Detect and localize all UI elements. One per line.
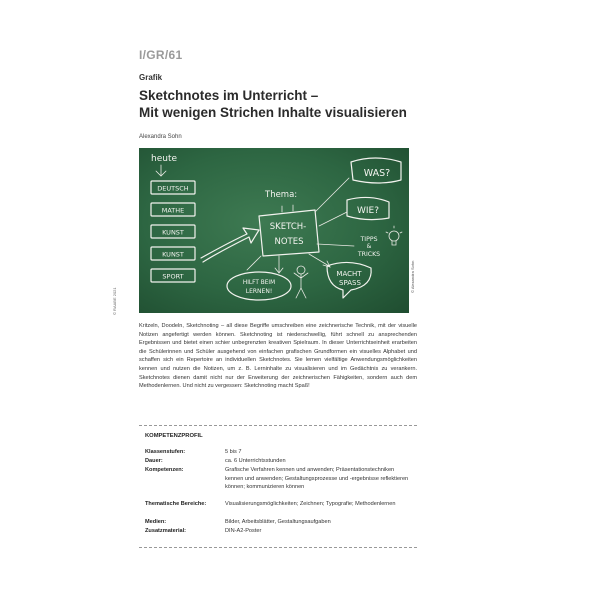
- intro-paragraph: Kritzeln, Doodeln, Sketchnoting – all diese Begriffe umschreiben eine zeichnerische Technik, mit der visuelle Notizen angefertigt werden können. Sketchnoting ist niederschwellig, führt schnell zu ansprechenden Ergebnissen und bietet einen schier unbegrenzten kreativen Spielraum. In dieser Unterrichtseinheit erarbeiten die Schülerinnen und Schüler ausgehend von einfachen grafischen Grundformen ein visuelles Alphabet und schaffen sich ein Repertoire an individuellen Sketchnotes. Sie lernen vielfältige Anwendungsmöglichkeiten kennen und nutzen die Notizen, um z. B. Lerninhalte zu visualisieren und im Gedächtnis zu verankern. Sketchnotes dienen damit nicht nur der Erweiterung der zeichnerischen Fähigkeiten, sondern auch dem Methodenlernen. Und nicht zu vergessen: Sketchnoting macht Spaß!: [139, 323, 417, 390]
- copyright-note: © RAABE 2021: [112, 287, 117, 315]
- arrow-down-icon: [275, 256, 283, 273]
- big-arrow-icon: [201, 228, 259, 262]
- subject-label: Grafik: [139, 73, 163, 82]
- svg-text:MACHT: MACHT: [336, 270, 362, 278]
- svg-text:KUNST: KUNST: [162, 228, 184, 237]
- subject-box-1: [151, 181, 195, 194]
- profile-row-label: Zusatzmaterial:: [145, 528, 187, 534]
- tipps-tricks-note: [357, 236, 380, 258]
- profile-row-label: Thematische Bereiche:: [145, 501, 207, 507]
- subject-box-5: [151, 269, 195, 282]
- profile-row-label: Medien:: [145, 519, 167, 525]
- document-code: I/GR/61: [139, 48, 183, 62]
- profile-title: KOMPETENZPROFIL: [145, 433, 203, 439]
- profile-bottom-divider: [139, 547, 417, 548]
- author-name: Alexandra Sohn: [139, 134, 182, 140]
- svg-text:KUNST: KUNST: [162, 250, 184, 259]
- sketchnotes-box: [259, 205, 319, 256]
- svg-text:LERNEN!: LERNEN!: [245, 288, 273, 295]
- svg-text:TIPPS: TIPPS: [360, 236, 378, 243]
- chalkboard-drawing: [139, 148, 409, 313]
- svg-text:SKETCH-: SKETCH-: [269, 222, 307, 232]
- svg-text:NOTES: NOTES: [274, 237, 304, 247]
- svg-text:HILFT BEIM: HILFT BEIM: [242, 280, 276, 286]
- profile-row-label: Kompetenzen:: [145, 467, 184, 473]
- profile-row-label: Klassenstufen:: [145, 449, 186, 455]
- chalkboard-image: [139, 148, 409, 313]
- arrow-macht-icon: [309, 254, 330, 267]
- svg-text:DEUTSCH: DEUTSCH: [157, 184, 189, 193]
- profile-row-value: Visualisierungsmöglichkeiten; Zeichnen; Typografie; Methodenlernen: [225, 501, 396, 507]
- stick-figure-icon: [294, 266, 308, 298]
- svg-text:SPORT: SPORT: [162, 272, 184, 281]
- subject-box-2: [151, 203, 195, 216]
- arrow-wie-icon: [319, 212, 347, 226]
- svg-text:SPASS: SPASS: [339, 279, 361, 287]
- was-bubble: [351, 158, 401, 183]
- arrow-tipps-icon: [317, 244, 354, 246]
- arrow-hilft-icon: [247, 256, 261, 270]
- title-line-1: Sketchnotes im Unterricht –: [139, 88, 319, 103]
- profile-row-value: Bilder, Arbeitsblätter, Gestaltungsaufgaben: [225, 519, 331, 525]
- svg-text:WIE?: WIE?: [356, 206, 380, 216]
- subject-box-3: [151, 225, 195, 238]
- svg-text:MATHE: MATHE: [161, 206, 185, 215]
- profile-row-value: Grafische Verfahren kennen und anwenden; Präsentationstechniken kennen und anwenden; Gestaltungsprozesse und -ergebnisse reflektieren können; kommunizieren können: [225, 467, 409, 491]
- chalk-heute: heute: [151, 154, 178, 164]
- macht-spass-bubble: [327, 262, 371, 298]
- profile-row-label: Dauer:: [145, 458, 163, 464]
- hilft-bubble: [227, 272, 291, 300]
- wie-bubble: [347, 197, 389, 219]
- down-arrow-icon: [156, 165, 166, 176]
- profile-row-value: DIN-A2-Poster: [225, 528, 262, 534]
- profile-row-value: 5 bis 7: [225, 449, 242, 455]
- profile-row-value: ca. 6 Unterrichtsstunden: [225, 458, 286, 464]
- svg-text:TRICKS: TRICKS: [357, 251, 381, 258]
- lightbulb-icon: [386, 226, 402, 245]
- svg-text:WAS?: WAS?: [363, 168, 391, 179]
- arrow-was-icon: [315, 178, 349, 212]
- chalk-thema: Thema:: [265, 190, 298, 200]
- subject-box-4: [151, 247, 195, 260]
- svg-text:&: &: [366, 243, 372, 250]
- profile-top-divider: [139, 425, 417, 426]
- photo-credit: © Alexandra Sohn: [410, 260, 415, 293]
- title-line-2: Mit wenigen Strichen Inhalte visualisieren: [139, 105, 407, 120]
- page-title: [139, 87, 407, 121]
